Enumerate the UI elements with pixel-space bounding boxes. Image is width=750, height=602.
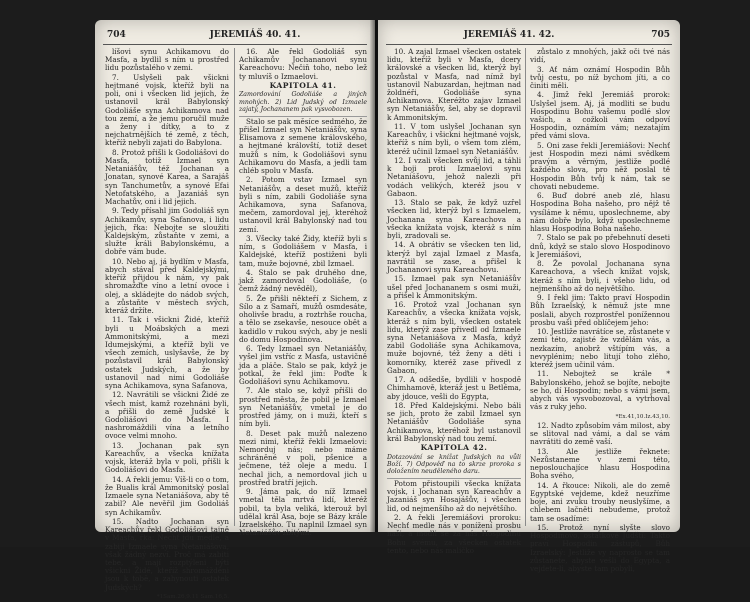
running-title: JEREMIÁŠ 41. 42. xyxy=(463,30,555,40)
header-rule xyxy=(386,44,672,45)
verse: 3. Ať nám oznámí Hospodin Bůh tvůj cestu, po níž bychom jíti, a co činiti měli. xyxy=(530,64,670,90)
page-header xyxy=(95,30,375,42)
verse: 11. Nebojtež se krále * Babylonského, jehož se bojíte, nebojte se ho, dí Hospodin; nebo s vámi jsem, abych vás vysvobozoval, a vytrhoval vás z ruky jeho. xyxy=(530,369,670,412)
right-page xyxy=(378,20,680,574)
verse: 9. Jáma pak, do níž Izmael vmetal těla mrtvá lidí, kteréž pobil, ta byla veliká, kterouž byl udělal král Asa, boje se Bázy krále Izraelského. Tu naplnil Izmael syn Netaniášův zbitými. xyxy=(239,487,367,538)
verse: 10. Nebo aj, já bydlím v Masfa, abych stával před Kaldejskými, kteříž přijdou k nám, vy pak shromažďte víno a letní ovoce i olej, a skládejte do nádob svých, a zůstaňte v městech svých, kteráž držíte. xyxy=(105,256,229,316)
verse: 5. Oni zase řekli Jeremiášovi: Nechť jest Hospodin mezi námi svědkem pravým a věrným, jestliže podlé každého slova, pro něž poslal tě Hospodin Bůh tvůj k nám, tak se chovati nebudeme. xyxy=(530,140,670,191)
cross-reference: *Ex.41,10.Iz.43,10. xyxy=(615,413,670,420)
verse: 7. Uslyšeli pak všickni hejtmané vojsk, kteříž byli na poli, oni i všecken lid jejich, že ustanovil král Babylonský Godoliáše syna Achikamova nad tou zemí, a že jemu poručil muže a ženy i dítky, a to z nejchatrnějších té země, z těch, kteříž nebyli zajati do Babylona. xyxy=(105,72,229,148)
verse: 17. A odšedše, bydlili v hospodě Chimhamově, kteráž jest u Betléma, aby jdouce, vešli do Egypta, xyxy=(387,375,521,401)
chapter-title: KAPITOLA 42. xyxy=(420,443,488,453)
verse: 9. I řekl jim: Takto praví Hospodin Bůh Izraelský, k němuž jste mne poslali, abych rozprostřel ponížennou prosbu vaši před oblíčejem jeho: xyxy=(530,293,670,327)
verse: 13. Ale jestliže řeknete: Nezůstaneme v zemi této, neposlouchajíce hlasu Hospodina Boha svého, xyxy=(530,446,670,481)
chapter-title: KAPITOLA 41. xyxy=(269,81,337,90)
verse: 2. A řekli Jeremiášovi proroku: Nechť medle nás v ponížení prosbu naši, a modli se za nás Hospodinu Bohu svému, za všecken ostatek tento, nebo nás maličko xyxy=(387,513,521,555)
verse: 9. Tedy přísahl jim Godoliáš syn Achikamův, syna Safanova, i lidu jejich, řka: Nebojte se sloužiti Kaldejským, zůstaňte v zemi, a služte králi Babylonskému, a dobře vám bude. xyxy=(105,206,229,257)
verse: 15. Nadto Jochanan syn Kareachův řekl Godoliášovi tajně v Masfa, řka: Nechť jdu medle, a zabiji Izmaele syna Netaniášova, však žádný nezví. Proč má zabiti tebe, a mají rozptýleni býti všickni Židé, kteříž shromážděni jsou k tobě, a zahynouti ostatek Judských? xyxy=(105,517,229,592)
verse: 7. Stalo se pak po přebehnutí deseti dnů, když se stalo slovo Hospodinovo k Jeremiášovi, xyxy=(530,233,670,259)
verse: 8. Deset pak mužů nalezeno mezi nimi, kteříž řekli Izmaelovi: Nemorduj nás; nebo máme schráněné v poli, pšenice a ječmene, též oleje a medu. I nechal jich, a nemordoval jich u prostřed bratří jejich. xyxy=(239,428,367,487)
verse: 12. Navrátili se všickni Židé ze všech míst, kamž rozehnáni byli, a přišli do země Judské k Godoliášovi do Masfa. I nashromáždili vína a letního ovoce velmi mnoho. xyxy=(105,390,229,441)
verse: 15. Protož nyní slyšte slovo Hospodinovo, ostatkové Judští: Takto praví Hospodin zástupů, Bůh Izraelský: Jestliže vy naprosto se tam zůstanete, abyste vešli do Egypta, a vejdete-li, abyste tam pobyli, xyxy=(530,523,670,574)
left-column-2 xyxy=(239,48,367,539)
page-header xyxy=(378,30,680,42)
running-title: JEREMIÁŠ 40. 41. xyxy=(209,30,301,40)
cross-reference: *1Sam.26,9.11 Sam.16,5. xyxy=(156,594,229,601)
page-number: 704 xyxy=(107,30,126,40)
verse: 7. Ale stalo se, když přišli do prostřed města, že pobil je Izmael syn Netaniášův, vmetal je do prostřed jámy, on i muži, kteří s ním byli. xyxy=(239,386,367,429)
verse: 12. Nadto způsobím vám milost, aby se slitoval nad vámi, a dal se vám navrátiti do země vaší. xyxy=(530,421,670,447)
verse: 2. Potom vstav Izmael syn Netaniášův, a deset mužů, kteříž byli s ním, zabili Godoliáše syna Achikamova, syna Safanova, mečem, zamordoval jej, kteréhož ustanovil král Babylonský nad tou zemí. xyxy=(239,175,367,234)
verse: 8. Že povolal Jochanana syna Kareachova, a všech knížat vojsk, kteráž s ním byli, i všeho lidu, od nejmenšího až do největšího. xyxy=(530,259,670,293)
chapter-summary: Zamordování Godoliáše a jiných mnohých. 2) Lid Judský od Izmaele zajatý, Jochananem pak vysvobozen. xyxy=(239,91,367,116)
verse: 14. A obrátiv se všecken ten lid, kterýž byl zajal Izmael z Masfa, navrátil se zase, a přišel k Jochananovi synu Kareachovu. xyxy=(387,240,521,275)
verse: 6. Buď dobré aneb zlé, hlasu Hospodina Boha našeho, pro nějž tě vysíláme k němu, uposlechneme, aby nám dobře bylo, když uposlechneme hlasu Hospodina Boha našeho. xyxy=(530,191,670,234)
verse: 13. Stalo se pak, že když uzřel všecken lid, kterýž byl s Izmaelem, Jochanana syna Kareachova a všecka knížata vojsk, kteráž s ním byli, zradovali se. xyxy=(387,198,521,241)
verse: 13. Jochanan pak syn Kareachův, a všecka knížata vojsk, kteráž byla v poli, přišli k Godoliášovi do Masfa. xyxy=(105,440,229,475)
verse: 11. Tak i všickni Židé, kteříž byli u Moábských a mezi Ammonitskými, a mezi Idumejskými, a kteříž byli ve všech zemích, uslyšavše, že by pozůstavil král Babylonský ostatek Judských, a že by ustanovil nad nimi Godoliáše syna Achikamova, syna Safanova, xyxy=(105,315,229,391)
chapter-summary: Dotazování se knížat Judských na vůli Boží. 7) Odpověď na to skrze proroka s doložením neuděleného daru. xyxy=(387,454,521,479)
verse: 10. Jestliže navrátíce se, zůstanete v zemi této, zajisté že vzdělám vás, a nezkazím, anobrž vštípím vás, a nevyplénim; nebo litují toho zlého, kteréž jsem učinil vám. xyxy=(530,327,670,370)
verse: 16. Ale řekl Godoliáš syn Achikamův Jochananovi synu Kareachovu: Nečiň toho, nebo lež ty mluvíš o Izmaelovi. xyxy=(239,47,367,81)
header-rule xyxy=(103,44,367,45)
verse: 5. Že přišli někteří z Sichem, z Sílo a z Samaří, mužů osmdesáte, oholivše bradu, a roztrhše roucha, a tělo se zsekavše, nesouce obět a kadidlo v rukou svých, aby je nesli do domu Hospodinova. xyxy=(239,293,367,344)
verse: zůstalo z mnohých, jakž oči tvé nás vidí, xyxy=(530,47,670,65)
verse: 10. A zajal Izmael všecken ostatek lidu, kteříž byli v Masfa, dcery královské a všecken lid, kterýž byl pozůstal v Masfa, nad nímž byl ustanovil Nabuzardan, hejtman nad žoldnéři, Godoliáše syna Achikamova. Kteréžto zajav Izmael syn Netaniášův, šel, aby se dopravil k Ammonitským. xyxy=(387,47,521,122)
verse: 18. Před Kaldejskými. Nebo báli se jich, proto že zabil Izmael syn Netaniášův Godoliáše syna Achikamova, kteréhož byl ustanovil král Babylonský nad tou zemí. xyxy=(387,401,521,443)
verse: Stalo se pak měsíce sedmého, že přišel Izmael syn Netaniášův, syna Elisamova z semene královského, a hejtmané královští, totiž deset mužů s ním, k Godoliášovi synu Achikamovu do Masfa, a jedli tam chléb spolu v Masfa. xyxy=(239,116,367,176)
verse: 16. Protož vzal Jochanan syn Kareachův, a všecka knížata vojsk, kteráž s ním byli, všecken ostatek lidu, kterýž zase přivedl od Izmaele syna Netaniášova z Masfa, když zabil Godoliáše syna Achikamova, muže bojovné, též ženy a děti i komorníky, kteréž zase přivedl z Gabaon, xyxy=(387,300,521,375)
verse: Potom přistoupili všecka knížata vojsk, i Jochanan syn Kareachův a Jazaniáš syn Hosajášův, i všecken lid, od nejmenšího až do největšího. xyxy=(387,479,521,513)
verse: 3. Všecky také Židy, kteříž byli s ním, s Godoliášem v Masfa, i Kaldejské, kteříž postiženi byli tam, muže bojovné, zbil Izmael. xyxy=(239,234,367,268)
verse: 15. Izmael pak syn Netaniášův ušel před Jochananem s osmi muži, a přišel k Ammonitským. xyxy=(387,274,521,300)
page-number: 705 xyxy=(651,30,670,40)
left-column-1 xyxy=(105,48,229,602)
verse: 6. Tedy Izmael syn Netaniášův, vyšel jim vstříc z Masfa, ustavičně jda a pláče. Stalo se pak, když je potkal, že řekl jim: Poďte k Godoliášovi synu Achikamovu. xyxy=(239,344,367,387)
verse: 4. Jimž řekl Jeremiáš prorok: Uslyšel jsem. Aj, já modliti se budu Hospodinu Bohu vašemu podlé slov vašich, a cožkoli vám odpoví Hospodin, oznámím vám; nezatajím před vámi slova. xyxy=(530,90,670,141)
right-column-1 xyxy=(387,48,521,556)
verse: 12. I vzali všecken svůj lid, a táhli k boji proti Izmaelovi synu Netaniášovu, jehož nalezli při vodách velikých, kteréž jsou v Gabaon. xyxy=(387,156,521,198)
verse: 8. Protož přišli k Godoliášovi do Masfa, totiž Izmael syn Netaniášův, též Jochanan a Jonatan, synové Karea, a Sarajáš syn Tanchumetův, a synové Efai Netofatského, a Jazaniáš syn Machatův, oni i lid jejich. xyxy=(105,147,229,207)
verse: 4. Stalo se pak druhého dne, jakž zamordoval Godoliáše, (o čemž žádný nevěděl), xyxy=(239,268,367,294)
verse: líšovi synu Achikamovu do Masfa, a bydlil s ním u prostřed lidu pozůstalého v zemi. xyxy=(105,47,229,73)
verse: 14. A řkouce: Nikoli, ale do země Egyptské vejdeme, kdež neuzříme boje, ani zvuku trouby neuslyšíme, a chlebem lačněti nebudeme, protož tam se osadíme: xyxy=(530,480,670,523)
verse: 11. V tom uslyšel Jochanan syn Kareachův, i všickni hejtmané vojsk, kteříž s ním byli, o všem tom zlém, kteréž učinil Izmael syn Netaniášův. xyxy=(387,122,521,156)
left-page xyxy=(95,20,375,601)
column-rule xyxy=(234,48,235,526)
verse: 14. A řekli jemu: Víš-li co o tom, že Bualis král Ammonitský poslal Izmaele syna Netaniášova, aby tě zabil? Ale nevěřil jim Godoliáš syn Achikamův. xyxy=(105,474,229,517)
column-rule xyxy=(525,48,526,526)
right-column-2 xyxy=(530,48,670,574)
